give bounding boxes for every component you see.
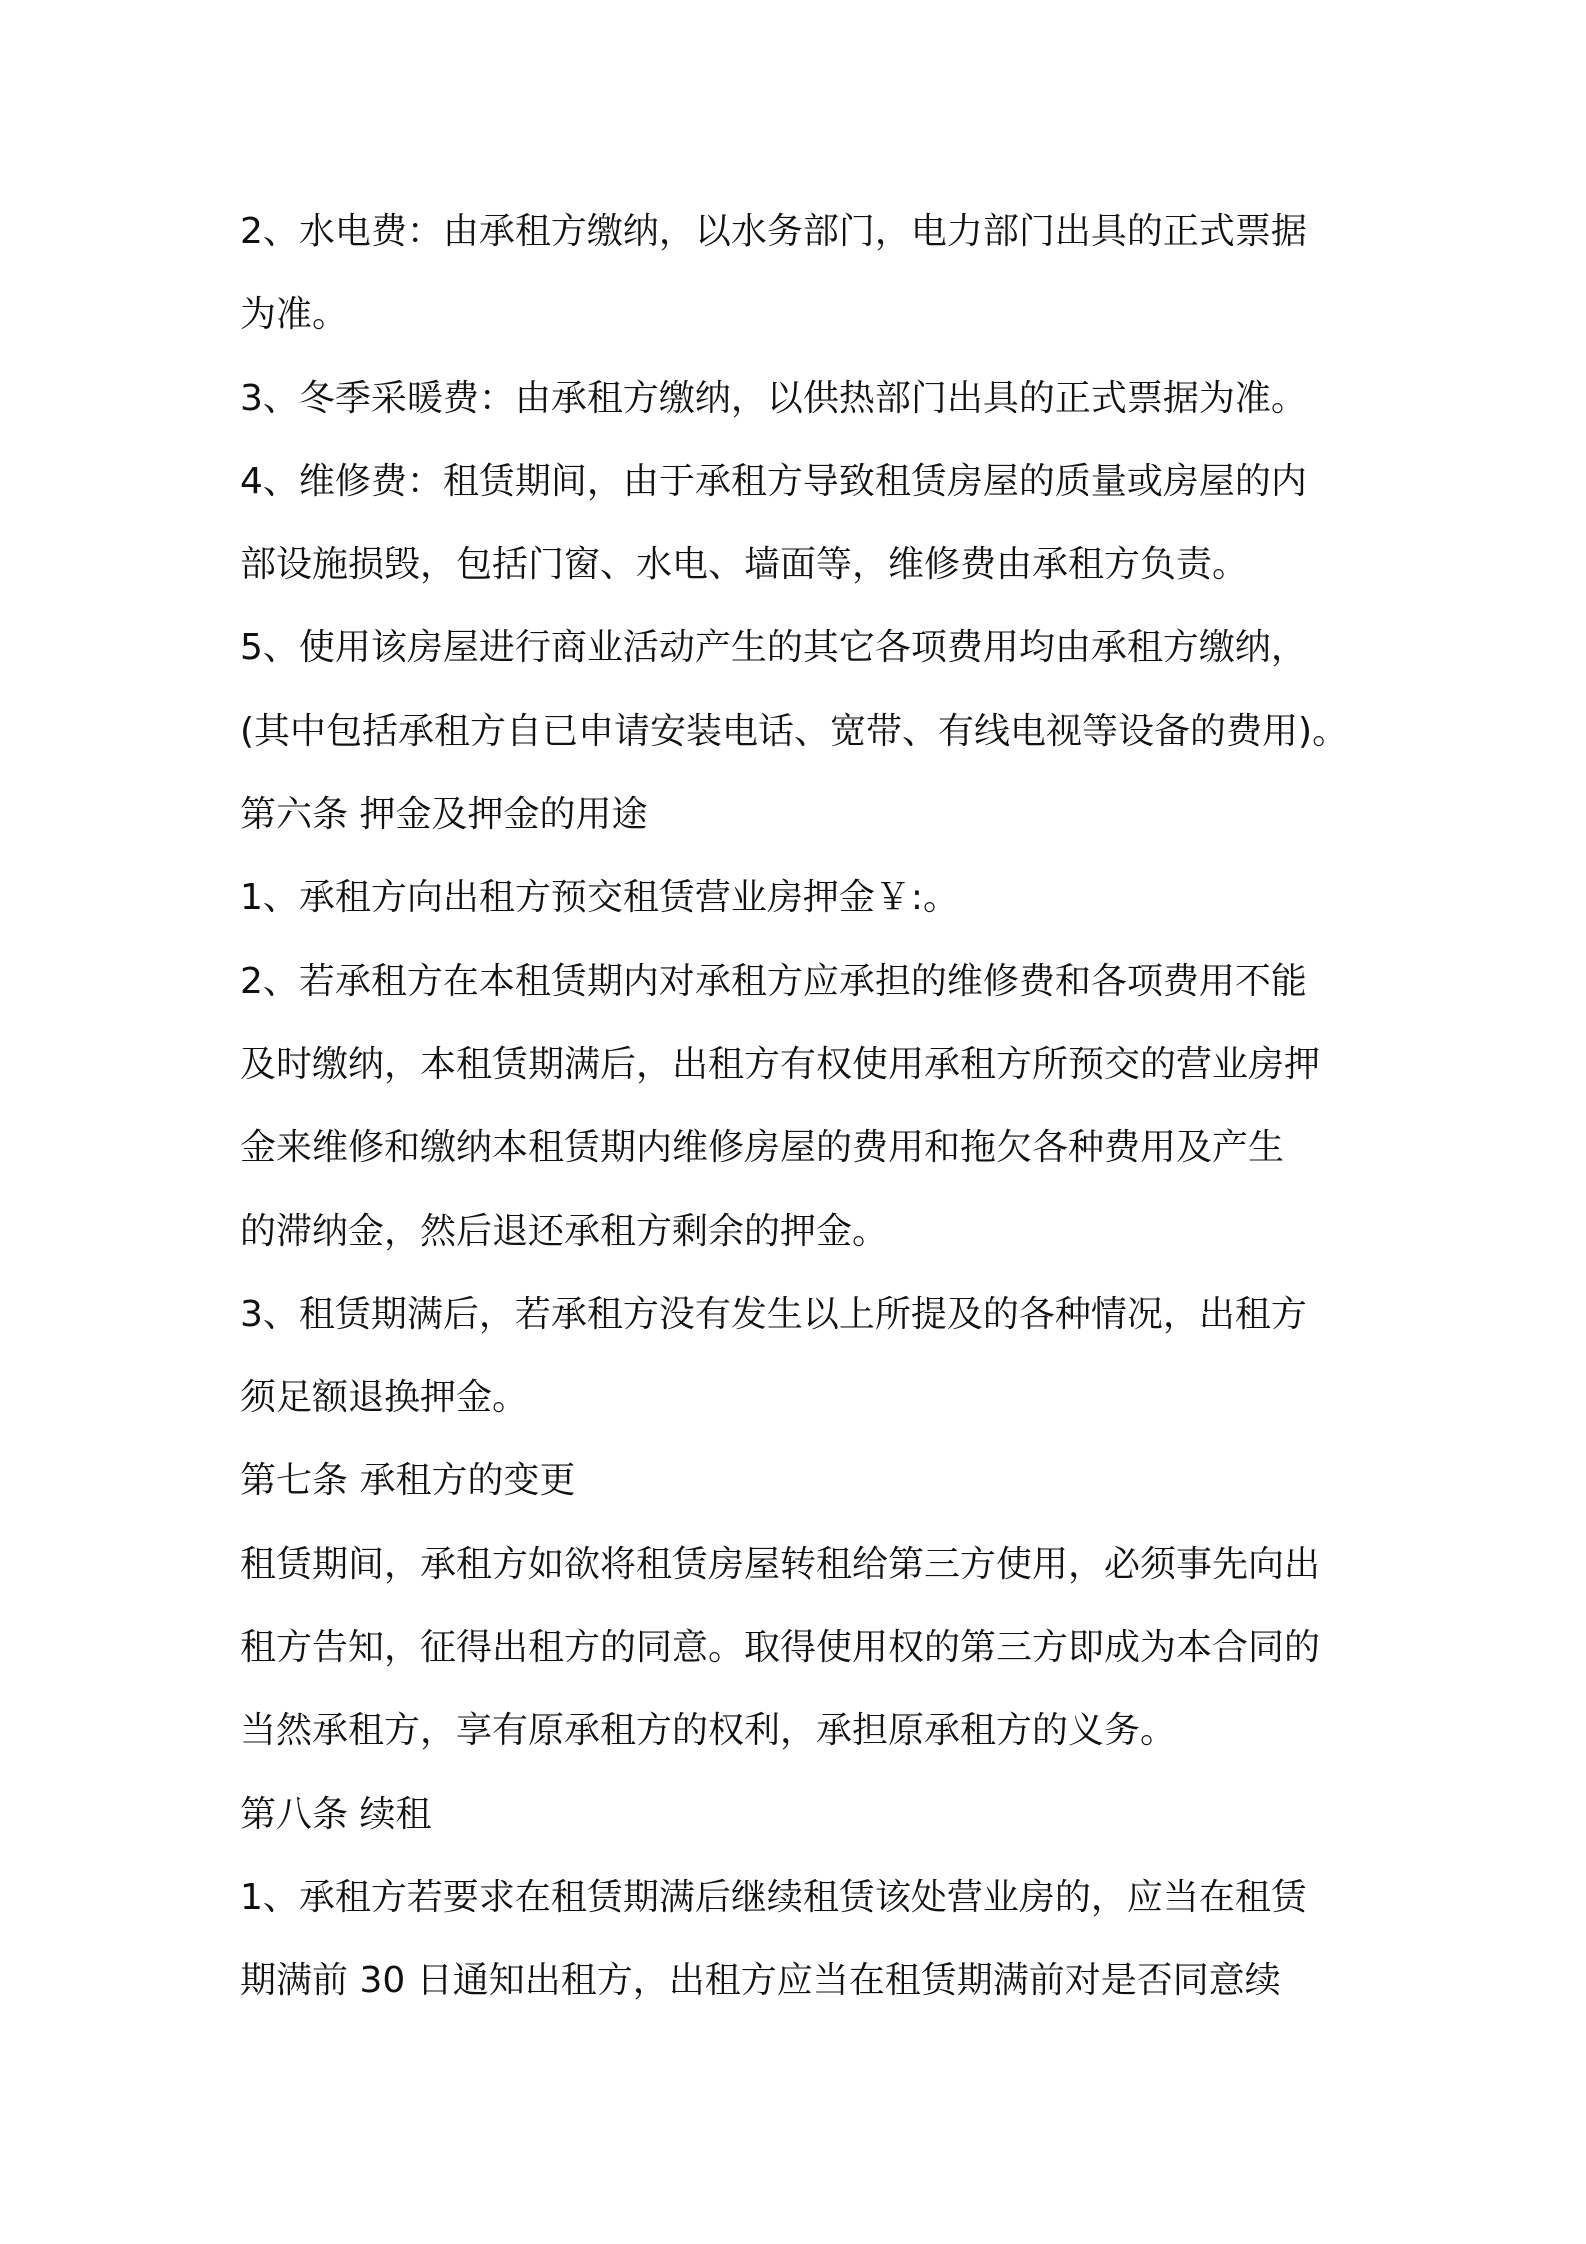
text-line: 4、维修费：租赁期间，由于承租方导致租赁房屋的质量或房屋的内 bbox=[240, 460, 1307, 502]
text-line: 须足额退换押金。 bbox=[240, 1377, 529, 1419]
section-heading: 第七条 承租方的变更 bbox=[240, 1460, 576, 1502]
text-line: 的滞纳金，然后退还承租方剩余的押金。 bbox=[240, 1210, 889, 1252]
text-line: 3、冬季采暖费：由承租方缴纳，以供热部门出具的正式票据为准。 bbox=[240, 377, 1307, 419]
text-line: 部设施损毁，包括门窗、水电、墙面等，维修费由承租方负责。 bbox=[240, 544, 1249, 586]
section-heading: 第六条 押金及押金的用途 bbox=[240, 794, 648, 836]
text-line: 租方告知，征得出租方的同意。取得使用权的第三方即成为本合同的 bbox=[240, 1627, 1321, 1669]
text-line: 及时缴纳，本租赁期满后，出租方有权使用承租方所预交的营业房押 bbox=[240, 1043, 1321, 1085]
text-line: 租赁期间，承租方如欲将租赁房屋转租给第三方使用，必须事先向出 bbox=[240, 1543, 1321, 1585]
text-line: 2、水电费：由承租方缴纳，以水务部门，电力部门出具的正式票据 bbox=[240, 211, 1307, 252]
text-line: 为准。 bbox=[240, 294, 349, 336]
section-heading: 第八条 续租 bbox=[240, 1793, 432, 1835]
text-line: 1、承租方向出租方预交租赁营业房押金￥:。 bbox=[240, 877, 960, 919]
text-line: 金来维修和缴纳本租赁期内维修房屋的费用和拖欠各种费用及产生 bbox=[240, 1127, 1285, 1169]
text-line: 当然承租方，享有原承租方的权利，承担原承租方的义务。 bbox=[240, 1710, 1177, 1752]
text-line: (其中包括承租方自已申请安装电话、宽带、有线电视等设备的费用)。 bbox=[240, 710, 1349, 752]
text-line: 3、租赁期满后，若承租方没有发生以上所提及的各种情况，出租方 bbox=[240, 1293, 1307, 1335]
text-line: 5、使用该房屋进行商业活动产生的其它各项费用均由承租方缴纳， bbox=[240, 627, 1307, 669]
document-body bbox=[240, 190, 1360, 2023]
text-line: 1、承租方若要求在租赁期满后继续租赁该处营业房的，应当在租赁 bbox=[240, 1876, 1307, 1918]
text-line: 2、若承租方在本租赁期内对承租方应承担的维修费和各项费用不能 bbox=[240, 960, 1307, 1002]
text-line: 期满前 30 日通知出租方，出租方应当在租赁期满前对是否同意续 bbox=[240, 1960, 1281, 2002]
